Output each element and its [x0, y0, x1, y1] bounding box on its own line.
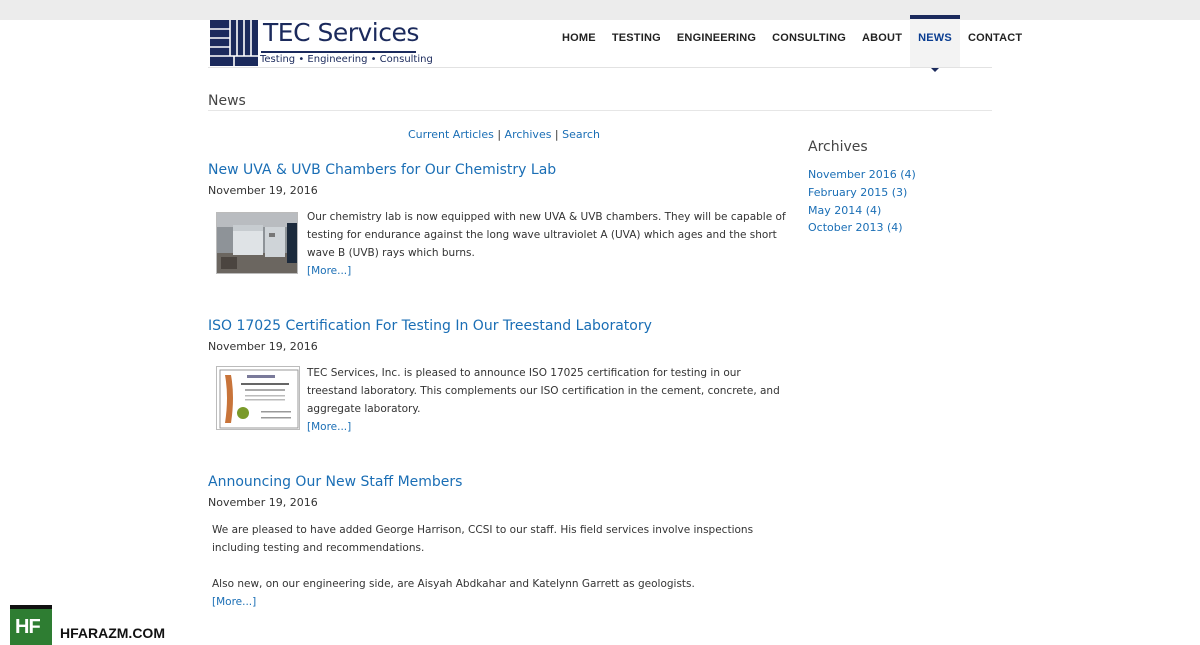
summary-line: testing for endurance against the long wave ultraviolet A (UVA) which ages and the short [307, 229, 777, 241]
header-divider [208, 67, 992, 68]
sidebar-archives-list [808, 166, 916, 237]
nav-item-engineering[interactable]: ENGINEERING [676, 32, 757, 44]
current-articles-link[interactable]: Current Articles [408, 128, 494, 141]
summary-line: treestand laboratory. This complements our ISO certification in the cement, concrete, and [307, 385, 780, 397]
nav-item-testing[interactable]: TESTING [611, 32, 661, 44]
article-date: November 19, 2016 [208, 340, 318, 353]
logo-mark-icon [210, 20, 258, 66]
search-link[interactable]: Search [562, 128, 600, 141]
summary-line: aggregate laboratory. [307, 403, 421, 415]
archive-link-nov-2016[interactable]: November 2016 (4) [808, 168, 916, 181]
summary-line: Also new, on our engineering side, are Aisyah Abdkahar and Katelynn Garrett as geologists. [212, 578, 695, 590]
page-title: News [208, 93, 246, 109]
archives-link[interactable]: Archives [504, 128, 552, 141]
article-summary [307, 208, 786, 280]
uv-chamber-thumbnail[interactable] [216, 212, 298, 274]
hf-watermark-badge [10, 605, 52, 645]
logo-divider [261, 51, 416, 53]
news-article [208, 474, 793, 608]
article-title[interactable]: New UVA & UVB Chambers for Our Chemistry Lab [208, 162, 557, 178]
article-summary [212, 521, 753, 611]
title-divider [208, 110, 992, 111]
logo-title: TEC Services [263, 18, 419, 47]
uv-chamber-image-icon [217, 213, 298, 274]
news-article [208, 318, 793, 433]
summary-line: wave B (UVB) rays which burns. [307, 247, 475, 259]
archive-link-may-2014[interactable]: May 2014 (4) [808, 203, 882, 217]
nav-item-home[interactable]: HOME [562, 32, 596, 44]
read-more-link[interactable]: [More...] [307, 421, 352, 433]
news-article [208, 162, 793, 277]
summary-line: We are pleased to have added George Harrison, CCSI to our staff. His field services involve inspections [212, 524, 754, 536]
summary-line: TEC Services, Inc. is pleased to announce ISO 17025 certification for testing in our [307, 367, 741, 379]
sublink-separator: | [551, 128, 563, 141]
article-date: November 19, 2016 [208, 184, 318, 197]
summary-line: including testing and recommendations. [212, 542, 425, 554]
nav-item-news[interactable]: NEWS [910, 15, 960, 67]
nav-item-contact[interactable]: CONTACT [967, 32, 1023, 44]
sublink-separator: | [493, 128, 505, 141]
hf-badge-text: HF [15, 616, 40, 638]
tec-services-logo[interactable] [210, 18, 433, 68]
article-summary [307, 364, 780, 436]
nav-item-about[interactable]: ABOUT [862, 32, 903, 44]
summary-line [212, 557, 753, 575]
archive-link-oct-2013[interactable]: October 2013 (4) [808, 221, 903, 235]
read-more-link[interactable]: [More...] [212, 596, 257, 608]
logo-tagline: Testing • Engineering • Consulting [260, 54, 433, 65]
read-more-link[interactable]: [More...] [307, 265, 352, 277]
article-title[interactable]: Announcing Our New Staff Members [208, 474, 463, 490]
main-nav [554, 15, 1030, 67]
hf-watermark-text: HFARAZM.COM [60, 625, 165, 641]
nav-item-consulting[interactable]: CONSULTING [772, 32, 847, 44]
news-sublinks [408, 128, 600, 141]
certificate-image-icon [217, 367, 300, 430]
summary-line: Our chemistry lab is now equipped with new UVA & UVB chambers. They will be capable of [307, 211, 786, 223]
article-date: November 19, 2016 [208, 496, 318, 509]
archive-link-feb-2015[interactable]: February 2015 (3) [808, 185, 908, 199]
iso-certificate-thumbnail[interactable] [216, 366, 300, 430]
sidebar-archives-title: Archives [808, 139, 868, 155]
article-title[interactable]: ISO 17025 Certification For Testing In Our Treestand Laboratory [208, 318, 652, 334]
